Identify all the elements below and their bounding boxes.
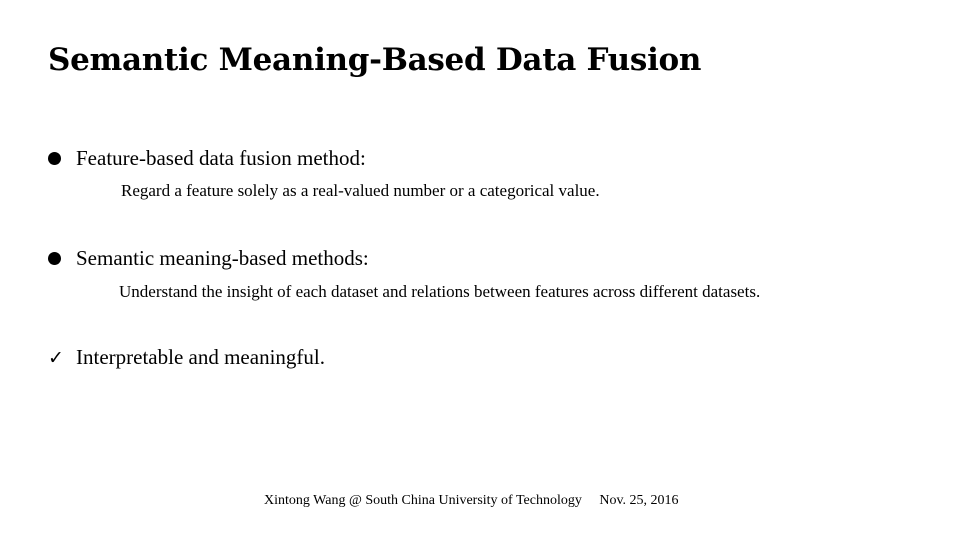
bullet-text: Semantic meaning-based methods: [76,246,369,270]
bullet-dot-icon [48,252,61,265]
check-text: Interpretable and meaningful. [76,345,325,369]
bullet-text: Feature-based data fusion method: [76,146,366,170]
check-icon: ✓ [48,346,64,369]
slide-title: Semantic Meaning-Based Data Fusion [48,42,702,78]
footer-author: Xintong Wang @ South China University of Technology [264,493,582,508]
bullet-item-feature-based [48,146,366,171]
footer-date: Nov. 25, 2016 [599,493,679,508]
bullet-detail: Understand the insight of each dataset and relations between features across different datasets. [119,282,761,301]
bullet-detail: Regard a feature solely as a real-valued number or a categorical value. [121,181,600,200]
check-item-interpretable [48,345,325,370]
slide-footer [264,493,679,509]
bullet-dot-icon [48,152,61,165]
bullet-item-semantic-meaning [48,246,369,271]
